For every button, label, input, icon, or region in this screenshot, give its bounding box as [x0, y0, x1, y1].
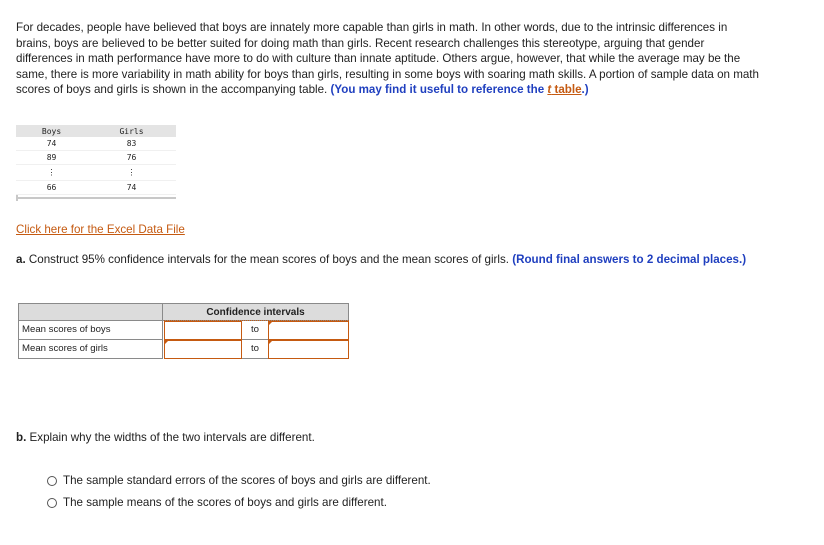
table-scroll-handle[interactable]	[16, 195, 18, 201]
radio-button[interactable]	[47, 476, 57, 486]
option-standard-errors[interactable]: The sample standard errors of the scores of boys and girls are different.	[47, 474, 431, 487]
table-row: 66 74	[16, 181, 176, 195]
option-sample-means[interactable]: The sample means of the scores of boys and girls are different.	[47, 496, 387, 509]
input-marker-icon	[164, 340, 169, 345]
ci-row-boys	[18, 321, 349, 340]
confidence-interval-table	[18, 303, 349, 359]
sample-data-table	[16, 125, 176, 195]
table-scrollbar[interactable]	[16, 197, 176, 199]
rounding-note: (Round final answers to 2 decimal places.)	[512, 253, 747, 266]
ci-label-girls: Mean scores of girls	[18, 340, 163, 359]
col-header-girls: Girls	[87, 125, 176, 137]
ci-row-girls	[18, 340, 349, 359]
excel-data-link[interactable]: Click here for the Excel Data File	[16, 223, 185, 236]
table-row: 74 83	[16, 137, 176, 151]
ci-to-label: to	[242, 321, 268, 340]
input-marker-icon	[268, 340, 273, 345]
girls-upper-input[interactable]	[268, 340, 349, 359]
ci-header-blank	[18, 303, 163, 321]
ci-label-boys: Mean scores of boys	[18, 321, 163, 340]
problem-intro	[16, 20, 764, 98]
table-row: 89 76	[16, 151, 176, 165]
ci-header: Confidence intervals	[163, 303, 349, 321]
hint: (You may find it useful to reference the t table.)	[330, 83, 589, 97]
part-a-question: a. Construct 95% confidence intervals for the mean scores of boys and the mean scores of girls. (Round final answers to 2 decimal places.)	[16, 253, 747, 266]
boys-upper-input[interactable]	[268, 321, 349, 340]
intro-text: For decades, people have believed that boys are innately more capable than girls in math. In other words, due to the intrinsic differences in brains, boys are believed to be better suited for doing math than girls. Recent research challenges this stereotype, arguing that gender differences in math performance have more to do with culture than innate aptitude. Others argue, however, that while the average may be the same, there is more variability in math ability for boys than girls, resulting in some boys with soaring math skills. A portion of sample data on math scores of boys and girls is shown in the accompanying table.	[16, 21, 759, 97]
part-b-question: b. Explain why the widths of the two intervals are different.	[16, 431, 315, 444]
input-marker-icon	[268, 321, 273, 326]
t-table-link[interactable]: t table	[547, 83, 582, 97]
girls-lower-input[interactable]	[164, 340, 242, 359]
radio-button[interactable]	[47, 498, 57, 508]
boys-lower-input[interactable]	[164, 321, 242, 340]
table-row-ellipsis: ⋮ ⋮	[16, 165, 176, 181]
col-header-boys: Boys	[16, 125, 87, 137]
ci-to-label: to	[242, 340, 268, 359]
